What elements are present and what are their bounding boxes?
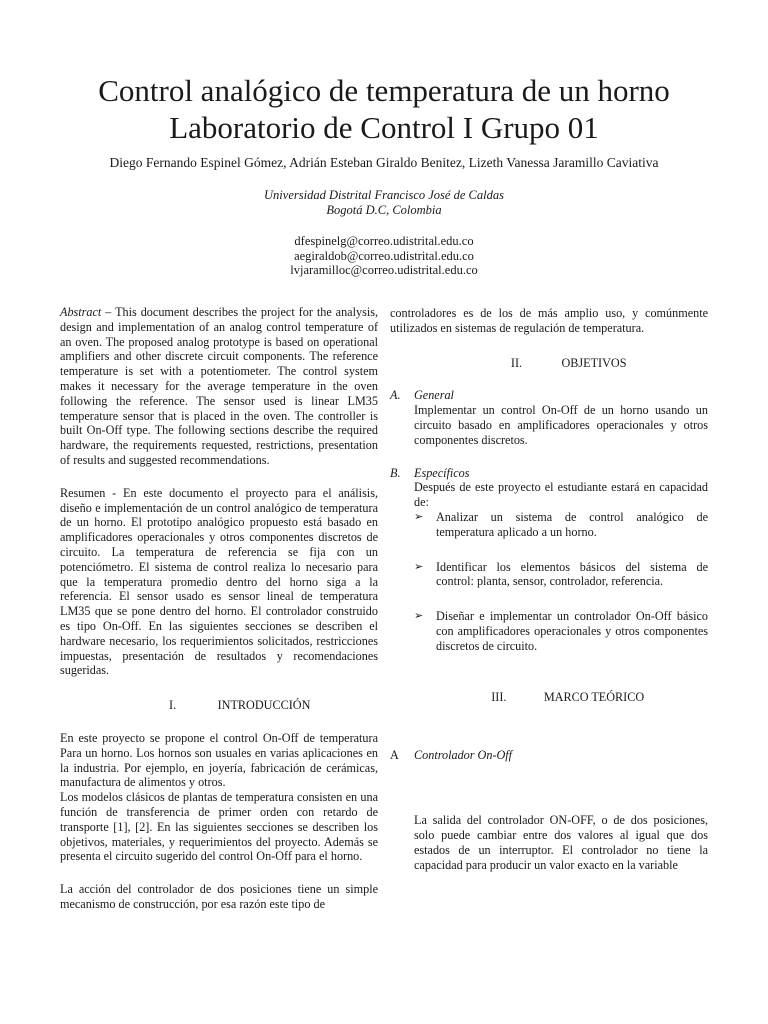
- specific-objectives-intro: Después de este proyecto el estudiante estará en capacidad de:: [414, 480, 708, 510]
- general-objective-text: Implementar un control On-Off de un horno usando un circuito basado en amplificadores operacionales y otros componentes discretos.: [414, 403, 708, 447]
- title-line-2: Laboratorio de Control I Grupo 01: [169, 110, 599, 145]
- arrow-bullet-icon: ➢: [414, 560, 424, 573]
- left-column: [60, 305, 378, 912]
- subsection-title: Controlador On-Off: [414, 748, 513, 763]
- list-item-text: Analizar un sistema de control analógico de temperatura aplicado a un horno.: [436, 509, 708, 539]
- list-item-text: Identificar los elementos básicos del sistema de control: planta, sensor, controlador, referencia.: [436, 559, 708, 589]
- subsection-heading-general: [390, 388, 708, 403]
- subsection-letter: B.: [390, 465, 401, 480]
- email-3[interactable]: lvjaramilloc@correo.udistrital.edu.co: [290, 263, 478, 277]
- affiliation: [0, 188, 768, 218]
- author-list: Diego Fernando Espinel Gómez, Adrián Esteban Giraldo Benitez, Lizeth Vanessa Jaramillo Caviativa: [109, 155, 659, 170]
- subsection-heading-especificos: [390, 466, 708, 481]
- subsection-heading-controlador: [390, 748, 708, 763]
- intro-paragraph-3: La acción del controlador de dos posiciones tiene un simple mecanismo de construcción, por esa razón este tipo de: [60, 882, 378, 911]
- section-title: MARCO TEÓRICO: [543, 689, 645, 704]
- section-number: I.: [169, 698, 177, 713]
- section-heading-introduccion: [60, 698, 378, 713]
- affiliation-university: Universidad Distrital Francisco José de Caldas: [264, 188, 504, 202]
- arrow-bullet-icon: ➢: [414, 610, 424, 623]
- paper-title: [0, 72, 768, 146]
- abstract-text: – This document describes the project for the analysis, design and implementation of an analog control temperature of an oven. The proposed analog prototype is based on operational amplifiers and other discrete circuit components. The reference temperature is set with a potentiometer. The control system makes it necessary for the average temperature in the oven following the reference. The sensor used is linear LM35 temperature sensor that is placed in the oven. The controller is built On-Off type. The following sections describe the required hardware, the requirements requested, restrictions, presentation of results and suggested recommendations.: [60, 305, 378, 467]
- list-item: [390, 609, 708, 653]
- affiliation-city: Bogotá D.C, Colombia: [326, 203, 442, 217]
- section-number: III.: [491, 689, 507, 704]
- abstract-paragraph: [60, 305, 378, 468]
- subsection-letter: A.: [390, 388, 401, 403]
- intro-paragraph-1: En este proyecto se propone el control On-Off de temperatura Para un horno. Los hornos son usuales en varias aplicaciones en la industria. Por ejemplo, en joyería, fabricación de cerámicas, manufactura de alimentos y otros.: [60, 730, 378, 790]
- title-line-1: Control analógico de temperatura de un horno: [98, 73, 670, 108]
- subsection-title: Específicos: [414, 465, 470, 480]
- email-2[interactable]: aegiraldob@correo.udistrital.edu.co: [294, 248, 474, 263]
- intro-paragraph-2: Los modelos clásicos de plantas de temperatura consisten en una función de transferencia de primer orden con retardo de transporte [1], [2]. En las siguientes secciones se describen los objetivos, materiales, y requerimientos del proyecto. Además se presenta el circuito sugerido del control On-Off para el horno.: [60, 790, 378, 864]
- marco-paragraph-1: La salida del controlador ON-OFF, o de dos posiciones, solo puede cambiar entre dos valores al igual que dos estados de un interruptor. El controlador no tiene la capacidad para producir un valor exacto en la variable: [414, 813, 708, 872]
- email-1[interactable]: dfespinelg@correo.udistrital.edu.co: [294, 234, 474, 248]
- list-item: [390, 510, 708, 540]
- list-item: [390, 560, 708, 590]
- list-item-text: Diseñar e implementar un controlador On-Off básico con amplificadores operacionales y otros componentes discretos de circuito.: [436, 609, 708, 653]
- specific-objectives-list: [390, 510, 708, 654]
- intro-continuation: controladores es de los de más amplio uso, y comúnmente utilizados en sistemas de regulación de temperatura.: [390, 306, 708, 335]
- right-column: [390, 306, 708, 872]
- section-heading-objetivos: [390, 356, 708, 371]
- subsection-title: General: [414, 388, 454, 403]
- spacer: [390, 763, 708, 813]
- section-heading-marco-teorico: [390, 690, 708, 705]
- section-title: INTRODUCCIÓN: [217, 698, 311, 713]
- arrow-bullet-icon: ➢: [414, 510, 424, 523]
- section-number: II.: [510, 355, 523, 370]
- resumen-paragraph: Resumen - En este documento el proyecto para el análisis, diseño e implementación de un control analógico de temperatura de un horno. El prototipo analógico propuesto está basado en amplificadores operacionales y otros componentes discretos de circuito. La temperatura de referencia se fija con un potenciómetro. El sistema de control realiza lo necesario para que la temperatura promedio dentro del horno siga a la referencia. El sensor usado es sensor lineal de temperatura LM35 que se pone dentro del horno. El controlador construido es tipo On-Off. En las siguientes secciones se describen el hardware necesario, los requerimientos solicitados, restricciones impuestas, presentación de resultados y recomendaciones sugeridas.: [60, 485, 378, 678]
- email-list: [0, 234, 768, 278]
- section-title: OBJETIVOS: [561, 355, 627, 370]
- subsection-letter: A: [390, 748, 399, 763]
- abstract-label: Abstract: [60, 305, 102, 319]
